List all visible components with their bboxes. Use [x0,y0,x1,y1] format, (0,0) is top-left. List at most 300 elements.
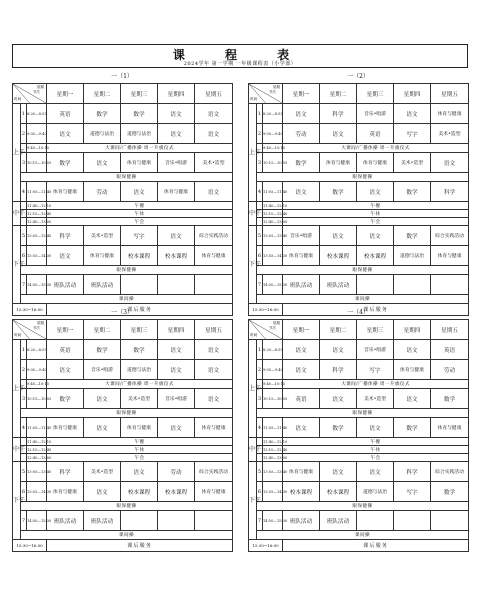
period-time: 9:05—9:40 [263,360,283,380]
day-header: 星期一 [283,84,320,104]
subject-cell: 体育与健康 [121,418,158,438]
subject-cell: 体育与健康 [320,153,357,173]
subject-cell: 数学 [47,153,84,173]
day-header: 星期一 [47,320,84,340]
segment-label: 中午 [13,438,21,462]
corner-section: 节次 [268,90,277,94]
activity-row: 眼保健操 [21,266,233,275]
subject-cell [431,511,469,531]
subject-cell: 语文 [121,462,158,482]
class-name: 一（4） [347,309,369,316]
activity-row: 眼保健操 [21,502,233,511]
subject-cell: 美术•造型 [84,226,121,246]
period-time: 13:05—13:40 [27,226,47,246]
activity-row: 午休 [47,446,233,454]
subject-cell [394,275,431,295]
period-time: 10:15—10:55 [263,153,283,173]
corner-time: 时间 [250,333,258,337]
subject-cell: 科学 [47,462,84,482]
subject-cell: 综合实践活动 [431,226,469,246]
day-header: 星期三 [121,84,158,104]
subject-cell: 数学 [283,153,320,173]
subject-cell: 道德与法治 [121,360,158,380]
period-time: 9:40—10:15 [263,144,283,153]
period-time: 11:40—12:10 [27,439,52,444]
day-header: 星期二 [84,320,121,340]
activity-row: 大课间/广播体操 周一升旗仪式 [47,380,233,389]
subject-cell: 音乐•唱游 [158,389,195,409]
subject-cell: 体育与健康 [283,462,320,482]
subject-cell: 数学 [47,389,84,409]
period-number: 7 [257,511,263,531]
subject-cell: 写字 [394,482,431,502]
subject-cell: 班队活动 [320,511,357,531]
subject-cell: 语文 [283,418,320,438]
period-number: 7 [257,275,263,295]
period-time: 13:05—13:40 [27,462,47,482]
period-time: 10:15—10:55 [27,153,47,173]
period-number: 7 [21,275,27,295]
subject-cell: 语文 [283,340,320,360]
corner-cell [13,320,47,340]
subject-cell: 道德与法治 [121,124,158,144]
period-time: 12:40—13:00 [263,455,288,460]
subject-cell: 语文 [84,153,121,173]
subject-cell: 语文 [195,124,233,144]
after-school-service: 课后服务 [47,540,233,552]
period-time: 9:40—10:15 [263,380,283,389]
subject-cell: 语文 [84,418,121,438]
activity-row: 午会 [47,454,233,462]
subject-cell: 体育与健康 [431,104,469,124]
subject-cell: 科学 [394,462,431,482]
period-time: 9:05—9:40 [263,124,283,144]
period-time: 14:50—15:30 [263,511,283,531]
subject-cell: 语文 [195,389,233,409]
period-number: 2 [257,360,263,380]
activity-row: 午休 [47,210,233,218]
subject-cell: 数学 [84,104,121,124]
period-time: 13:55—14:30 [263,482,283,502]
subject-cell: 体育与健康 [195,482,233,502]
subject-cell [158,275,195,295]
period-time: 13:55—14:30 [27,482,47,502]
subject-cell: 语文 [47,124,84,144]
subject-cell: 数学 [320,418,357,438]
subject-cell: 语文 [394,340,431,360]
period-number: 2 [257,124,263,144]
subject-cell: 校本课程 [283,482,320,502]
subject-cell: 劳动 [158,462,195,482]
period-time: 11:05—11:40 [27,418,47,438]
corner-time: 时间 [14,333,22,337]
period-number: 1 [257,104,263,124]
period-time: 14:50—15:30 [27,275,47,295]
subject-cell: 语文 [283,182,320,202]
activity-row: 大课间/广播体操 周一升旗仪式 [47,144,233,153]
period-number: 1 [21,104,27,124]
period-time: 14:50—15:30 [263,275,283,295]
subject-cell: 英语 [357,124,394,144]
timetable-grid [248,319,469,552]
class-timetable [12,308,232,549]
activity-row: 眼保健操 [21,173,233,182]
activity-row: 眼保健操 [257,266,469,275]
subject-cell: 综合实践活动 [195,226,233,246]
subject-cell: 英语 [47,340,84,360]
period-number: 5 [257,226,263,246]
corner-week: 星期 [36,321,45,325]
segment-label: 上午 [13,104,21,202]
segment-label: 中午 [249,202,257,226]
day-header: 星期二 [320,320,357,340]
subject-cell: 语文 [84,482,121,502]
segment-label: 下午 [249,462,257,540]
timetable-grid [12,83,233,316]
period-time: 9:05—9:40 [27,124,47,144]
period-time: 12:40—13:00 [27,219,52,224]
period-number: 7 [21,511,27,531]
subject-cell [357,511,394,531]
period-time: 10:15—10:55 [27,389,47,409]
period-time: 11:05—11:40 [263,418,283,438]
subject-cell: 班队活动 [47,511,84,531]
period-number: 6 [257,482,263,502]
activity-row: 午会 [283,454,469,462]
subject-cell: 科学 [320,104,357,124]
subject-cell: 体育与健康 [47,418,84,438]
subject-cell: 综合实践活动 [431,462,469,482]
subject-cell: 体育与健康 [195,246,233,266]
subject-cell: 语文 [158,124,195,144]
footer-time: 15:30~16:00 [249,540,283,552]
subject-cell: 美术•造型 [121,389,158,409]
subject-cell: 道德与法治 [394,246,431,266]
subject-cell: 语文 [357,462,394,482]
period-time: 13:05—13:40 [263,462,283,482]
subject-cell: 数学 [431,482,469,502]
day-header: 星期一 [283,320,320,340]
subject-cell: 数学 [121,340,158,360]
subject-cell: 语文 [47,360,84,380]
period-time: 10:15—10:55 [263,389,283,409]
period-time: 11:05—11:40 [27,182,47,202]
subject-cell: 校本课程 [121,246,158,266]
period-time: 11:40—12:10 [263,439,288,444]
day-header: 星期二 [320,84,357,104]
subject-cell: 音乐•唱游 [357,104,394,124]
activity-row: 午餐 [47,202,233,210]
activity-row: 眼保健操 [21,409,233,418]
subject-cell: 音乐•唱游 [84,360,121,380]
segment-label: 中午 [13,202,21,226]
period-time: 9:05—9:40 [27,360,47,380]
activity-row: 午餐 [283,438,469,446]
period-time: 11:05—11:40 [263,182,283,202]
period-time: 8:20—8:55 [27,104,47,124]
subject-cell: 语文 [320,462,357,482]
subject-cell: 校本课程 [320,482,357,502]
corner-week: 星期 [272,321,281,325]
subject-cell: 体育与健康 [84,246,121,266]
footer-time: 15:30~16:00 [13,540,47,552]
period-time: 14:50—15:30 [27,511,47,531]
segment-label: 下午 [249,226,257,304]
subject-cell: 班队活动 [47,275,84,295]
period-number: 5 [21,226,27,246]
subject-cell: 语文 [84,389,121,409]
segment-label: 上午 [13,340,21,438]
period-time: 11:40—12:10 [27,203,52,208]
activity-row: 眼保健操 [257,502,469,511]
activity-row: 眼保健操 [257,409,469,418]
subject-cell: 语文 [394,389,431,409]
subject-cell: 语文 [158,418,195,438]
subject-cell: 语文 [394,104,431,124]
subject-cell: 科学 [320,360,357,380]
subject-cell: 班队活动 [283,511,320,531]
subject-cell: 劳动 [431,360,469,380]
subject-cell: 数学 [121,104,158,124]
subject-cell: 科学 [47,226,84,246]
subject-cell: 美术•造型 [394,153,431,173]
period-number: 4 [21,418,27,438]
timetable-grid [12,319,233,552]
activity-row: 午餐 [283,202,469,210]
activity-row: 课间操 [21,531,233,540]
subject-cell: 写字 [357,360,394,380]
subject-cell [195,275,233,295]
after-school-service: 课后服务 [47,304,233,316]
corner-week: 星期 [272,85,281,89]
period-time: 13:55—14:30 [263,246,283,266]
period-time: 13:55—14:30 [27,246,47,266]
period-number: 6 [257,246,263,266]
subject-cell: 语文 [283,104,320,124]
subject-cell: 美术•造型 [195,153,233,173]
activity-row: 课间操 [257,531,469,540]
activity-row: 午会 [283,218,469,226]
period-number: 4 [257,182,263,202]
subject-cell: 体育与健康 [195,418,233,438]
subject-cell: 写字 [121,226,158,246]
subject-cell: 校本课程 [121,482,158,502]
period-time: 12:10—12:40 [27,211,52,216]
period-number: 2 [21,124,27,144]
subject-cell [121,511,158,531]
footer-time: 15:30~16:00 [249,304,283,316]
day-header: 星期二 [84,84,121,104]
activity-row: 课间操 [257,295,469,304]
subject-cell [195,511,233,531]
subject-cell: 科学 [431,182,469,202]
period-number: 1 [21,340,27,360]
day-header: 星期四 [158,320,195,340]
subject-cell: 道德与法治 [357,482,394,502]
period-time: 8:20—8:55 [263,104,283,124]
subject-cell: 校本课程 [357,246,394,266]
title-box [12,44,468,68]
timetable-grid [248,83,469,316]
after-school-service: 课后服务 [283,540,469,552]
period-time: 8:20—8:55 [27,340,47,360]
day-header: 星期五 [195,84,233,104]
subject-cell [431,275,469,295]
subject-cell: 英语 [47,104,84,124]
activity-row: 午休 [283,446,469,454]
period-number: 4 [21,182,27,202]
day-header: 星期三 [357,84,394,104]
class-name: 一（1） [111,73,133,80]
subject-cell: 体育与健康 [121,153,158,173]
segment-label: 上午 [249,104,257,202]
subject-cell: 语文 [357,418,394,438]
period-time: 11:40—12:10 [263,203,288,208]
subject-cell: 校本课程 [158,482,195,502]
subject-cell: 体育与健康 [431,418,469,438]
subject-cell: 数学 [394,418,431,438]
period-time: 9:40—10:15 [27,144,47,153]
period-time: 8:20—8:55 [263,340,283,360]
page-title: 课 程 表 [172,48,308,62]
subject-cell: 语文 [195,360,233,380]
activity-row: 午餐 [47,438,233,446]
period-number: 6 [21,246,27,266]
subject-cell: 劳动 [84,182,121,202]
subject-cell: 体育与健康 [47,482,84,502]
corner-time: 时间 [250,97,258,101]
period-number: 5 [21,462,27,482]
segment-label: 下午 [13,462,21,540]
period-number: 1 [257,340,263,360]
segment-label: 下午 [13,226,21,304]
period-time: 12:10—12:40 [263,447,288,452]
subject-cell: 语文 [158,340,195,360]
subject-cell: 体育与健康 [431,246,469,266]
subject-cell: 语文 [158,104,195,124]
day-header: 星期四 [394,320,431,340]
period-time: 12:40—13:00 [27,455,52,460]
subject-cell: 语文 [431,153,469,173]
subject-cell: 语文 [357,226,394,246]
period-number: 2 [21,360,27,380]
subject-cell: 语文 [195,182,233,202]
subject-cell: 体育与健康 [158,182,195,202]
subject-cell: 语文 [47,246,84,266]
subject-cell: 音乐•唱游 [357,340,394,360]
subject-cell: 班队活动 [283,275,320,295]
period-number: 3 [21,389,27,409]
footer-time: 15:30~16:00 [13,304,47,316]
subject-cell: 数学 [84,340,121,360]
subject-cell: 综合实践活动 [195,462,233,482]
corner-cell [249,320,283,340]
page-subtitle: 2024学年 第一学期 一年级课程表（小学部） [183,61,297,67]
subject-cell: 数学 [431,389,469,409]
subject-cell: 语文 [320,389,357,409]
subject-cell: 数学 [394,226,431,246]
segment-label: 上午 [249,340,257,438]
activity-row: 眼保健操 [257,173,469,182]
corner-section: 节次 [32,90,41,94]
day-header: 星期三 [121,320,158,340]
period-time: 9:40—10:15 [27,380,47,389]
subject-cell: 体育与健康 [357,153,394,173]
subject-cell: 校本课程 [320,246,357,266]
subject-cell: 美术•造型 [431,124,469,144]
period-number: 5 [257,462,263,482]
period-number: 3 [21,153,27,173]
activity-row: 午休 [283,210,469,218]
subject-cell: 道德与法治 [84,124,121,144]
day-header: 星期四 [158,84,195,104]
day-header: 星期五 [431,84,469,104]
subject-cell: 语文 [320,124,357,144]
subject-cell: 语文 [283,360,320,380]
subject-cell: 语文 [158,360,195,380]
day-header: 星期一 [47,84,84,104]
class-name: 一（3） [111,309,133,316]
subject-cell: 写字 [394,124,431,144]
class-timetable [248,308,468,549]
subject-cell: 语文 [320,340,357,360]
period-number: 3 [257,153,263,173]
corner-cell [13,84,47,104]
subject-cell: 美术•造型 [357,389,394,409]
period-number: 4 [257,418,263,438]
subject-cell: 语文 [195,340,233,360]
subject-cell: 音乐•唱游 [158,153,195,173]
subject-cell: 数学 [320,182,357,202]
activity-row: 大课间/广播体操 周一升旗仪式 [283,380,469,389]
day-header: 星期五 [195,320,233,340]
subject-cell: 语文 [357,182,394,202]
subject-cell: 英语 [283,389,320,409]
corner-section: 节次 [32,326,41,330]
subject-cell: 数学 [394,182,431,202]
activity-row: 大课间/广播体操 周一升旗仪式 [283,144,469,153]
subject-cell: 美术•造型 [84,462,121,482]
corner-section: 节次 [268,326,277,330]
subject-cell [121,275,158,295]
subject-cell [357,275,394,295]
subject-cell: 班队活动 [320,275,357,295]
subject-cell: 语文 [158,226,195,246]
period-number: 6 [21,482,27,502]
activity-row: 午会 [47,218,233,226]
subject-cell: 语文 [320,226,357,246]
subject-cell: 体育与健康 [283,246,320,266]
subject-cell: 语文 [121,182,158,202]
day-header: 星期三 [357,320,394,340]
subject-cell: 劳动 [283,124,320,144]
subject-cell: 体育与健康 [394,360,431,380]
subject-cell [394,511,431,531]
corner-cell [249,84,283,104]
subject-cell: 体育与健康 [47,182,84,202]
day-header: 星期四 [394,84,431,104]
corner-time: 时间 [14,97,22,101]
subject-cell [158,511,195,531]
subject-cell: 音乐•唱游 [283,226,320,246]
subject-cell: 英语 [431,340,469,360]
class-name: 一（2） [347,73,369,80]
corner-week: 星期 [36,85,45,89]
period-time: 12:40—13:00 [263,219,288,224]
period-number: 3 [257,389,263,409]
activity-row: 课间操 [21,295,233,304]
subject-cell: 班队活动 [84,275,121,295]
